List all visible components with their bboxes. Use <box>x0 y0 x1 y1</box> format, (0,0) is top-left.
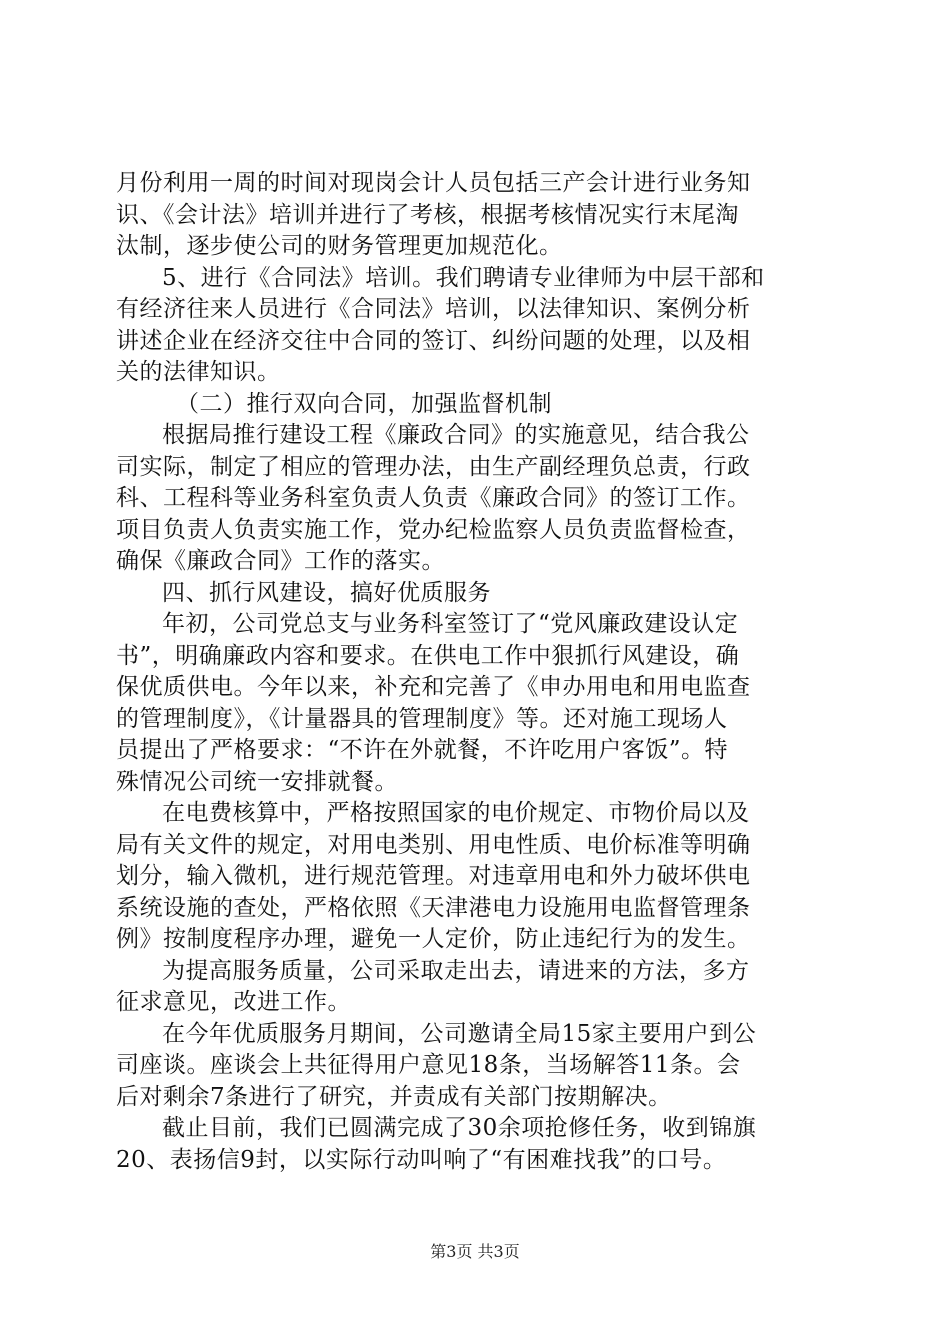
text-line: 司实际，制定了相应的管理办法，由生产副经理负总责，行政 <box>116 453 751 480</box>
text-line: 保优质供电。今年以来，补充和完善了《申办用电和用电监查 <box>116 674 751 700</box>
section-heading: 四、抓行风建设，搞好优质服务 <box>162 579 491 606</box>
text-line: 关的法律知识。 <box>116 359 281 385</box>
text-line: 例》按制度程序办理，避免一人定价，防止违纪行为的发生。 <box>116 926 751 952</box>
text-line: 月份利用一周的时间对现岗会计人员包括三产会计进行业务知 <box>116 170 751 196</box>
document-body <box>116 168 836 1176</box>
text-line: 20、表扬信9封，以实际行动叫响了“有困难找我”的口号。 <box>116 1146 727 1173</box>
paragraph-start: 截止目前，我们已圆满完成了30余项抢修任务，收到锦旗 <box>162 1115 757 1141</box>
paragraph-start: 根据局推行建设工程《廉政合同》的实施意见，结合我公 <box>162 422 750 448</box>
text-line: 征求意见，改进工作。 <box>116 989 351 1015</box>
section-heading: （二）推行双向合同，加强监督机制 <box>176 390 552 417</box>
text-line: 的管理制度》，《计量器具的管理制度》等。还对施工现场人 <box>116 705 728 732</box>
text-line: 讲述企业在经济交往中合同的签订、纠纷问题的处理，以及相 <box>116 327 751 354</box>
page-footer: 第3页 共3页 <box>430 1242 520 1261</box>
text-line: 识、《会计法》培训并进行了考核，根据考核情况实行末尾淘 <box>116 201 739 228</box>
paragraph-start: 5、进行《合同法》培训。我们聘请专业律师为中层干部和 <box>162 264 765 291</box>
paragraph-start: 在今年优质服务月期间，公司邀请全局15家主要用户到公 <box>162 1020 757 1047</box>
text-line: 书”，明确廉政内容和要求。在供电工作中狠抓行风建设，确 <box>116 642 740 669</box>
text-line: 殊情况公司统一安排就餐。 <box>116 768 398 795</box>
text-line: 司座谈。座谈会上共征得用户意见18条，当场解答11条。会 <box>116 1052 741 1078</box>
paragraph-start: 年初，公司党总支与业务科室签订了“党风廉政建设认定 <box>162 611 739 637</box>
text-line: 后对剩余7条进行了研究，并责成有关部门按期解决。 <box>116 1083 672 1110</box>
text-line: 局有关文件的规定，对用电类别、用电性质、电价标准等明确 <box>116 831 751 858</box>
text-line: 员提出了严格要求：“不许在外就餐，不许吃用户客饭”。特 <box>116 737 729 763</box>
paragraph-start: 在电费核算中，严格按照国家的电价规定、市物价局以及 <box>162 800 750 826</box>
text-line: 汰制，逐步使公司的财务管理更加规范化。 <box>116 233 563 259</box>
text-line: 确保《廉政合同》工作的落实。 <box>116 548 445 574</box>
text-line: 项目负责人负责实施工作，党办纪检监察人员负责监督检查， <box>116 516 751 543</box>
text-line: 有经济往来人员进行《合同法》培训，以法律知识、案例分析 <box>116 296 751 322</box>
text-line: 科、工程科等业务科室负责人负责《廉政合同》的签订工作。 <box>116 485 751 511</box>
text-line: 划分，输入微机，进行规范管理。对违章用电和外力破坏供电 <box>116 863 751 889</box>
paragraph-start: 为提高服务质量，公司采取走出去，请进来的方法，多方 <box>162 957 750 984</box>
text-line: 系统设施的查处，严格依照《天津港电力设施用电监督管理条 <box>116 894 751 921</box>
